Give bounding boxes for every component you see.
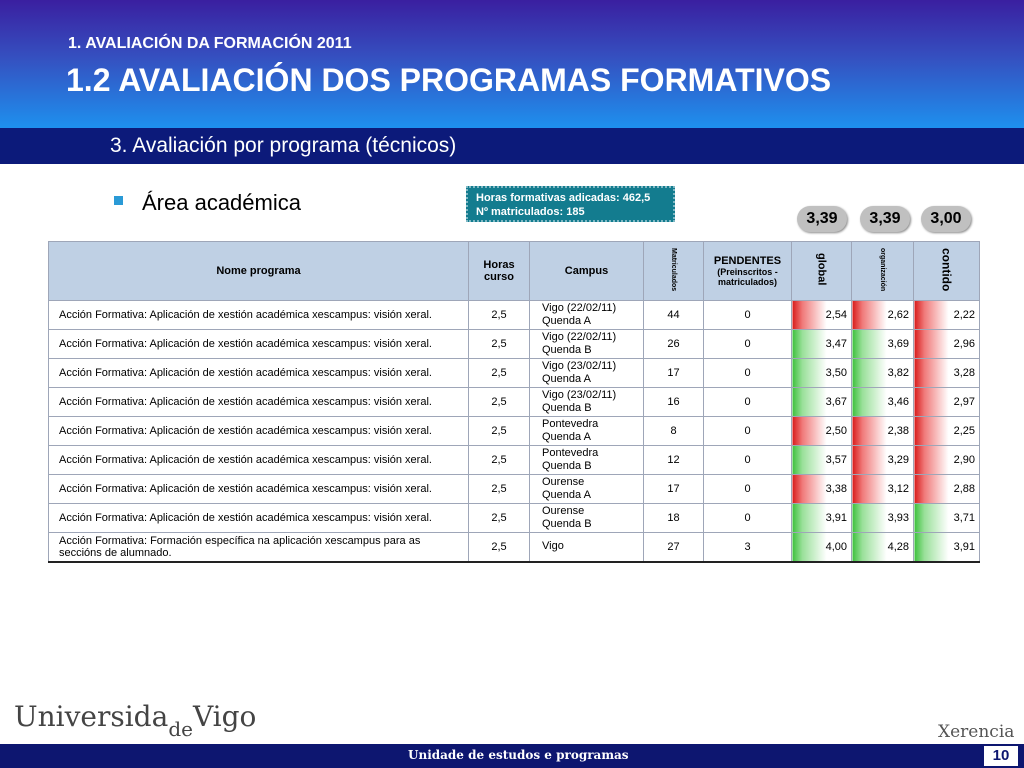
cell-organizacion: 2,38 [852, 417, 914, 446]
cell-global: 3,91 [792, 504, 852, 533]
campus-line-1: Ourense [542, 476, 585, 488]
campus-line-2: Quenda B [542, 402, 592, 414]
header-global [792, 242, 852, 301]
cell-horas: 2,5 [469, 388, 530, 417]
cell-contido: 3,91 [914, 533, 980, 562]
campus-line-2: Quenda A [542, 489, 591, 501]
campus-line-2: Quenda B [542, 460, 592, 472]
cell-organizacion: 3,69 [852, 330, 914, 359]
summary-contido: 3,00 [921, 206, 971, 232]
cell-horas: 2,5 [469, 533, 530, 562]
section-band [0, 128, 1024, 164]
cell-pendentes: 0 [704, 359, 792, 388]
section-title: 3. Avaliación por programa (técnicos) [110, 134, 457, 157]
cell-horas: 2,5 [469, 417, 530, 446]
header-organizacion [852, 242, 914, 301]
cell-nome: Acción Formativa: Aplicación de xestión académica xescampus: visión xeral. [49, 504, 469, 533]
cell-horas: 2,5 [469, 446, 530, 475]
campus-line-2: Quenda A [542, 431, 591, 443]
table-row [49, 475, 980, 504]
header-pendentes [704, 242, 792, 301]
campus-line-2: Quenda A [542, 373, 591, 385]
cell-organizacion: 3,29 [852, 446, 914, 475]
cell-pendentes: 0 [704, 388, 792, 417]
header-matriculados-label: Matriculados [670, 247, 677, 292]
cell-campus [530, 504, 644, 533]
header-nome: Nome programa [49, 242, 469, 301]
cell-campus [530, 446, 644, 475]
cell-global: 2,54 [792, 301, 852, 330]
cell-global: 3,50 [792, 359, 852, 388]
cell-global: 3,47 [792, 330, 852, 359]
cell-matriculados: 17 [644, 475, 704, 504]
cell-matriculados: 44 [644, 301, 704, 330]
cell-campus [530, 533, 644, 562]
campus-line-1: Pontevedra [542, 418, 599, 430]
campus-line-1: Vigo (22/02/11) [542, 302, 617, 314]
cell-organizacion: 2,62 [852, 301, 914, 330]
cell-organizacion: 3,46 [852, 388, 914, 417]
campus-line-1: Pontevedra [542, 447, 599, 459]
cell-nome: Acción Formativa: Aplicación de xestión académica xescampus: visión xeral. [49, 475, 469, 504]
cell-organizacion: 3,12 [852, 475, 914, 504]
footer-bar [0, 744, 1024, 768]
cell-matriculados: 8 [644, 417, 704, 446]
programs-table [48, 241, 980, 563]
cell-horas: 2,5 [469, 504, 530, 533]
cell-nome: Acción Formativa: Aplicación de xestión académica xescampus: visión xeral. [49, 446, 469, 475]
table-row [49, 388, 980, 417]
campus-line-1: Ourense [542, 505, 585, 517]
cell-pendentes: 0 [704, 446, 792, 475]
cell-campus [530, 359, 644, 388]
header-organizacion-label: organización [879, 247, 886, 292]
cell-organizacion: 3,93 [852, 504, 914, 533]
cell-nome: Acción Formativa: Formación específica na aplicación xescampus para as seccións de alumnado. [49, 533, 469, 562]
campus-line-2: Quenda B [542, 344, 592, 356]
table-row [49, 533, 980, 562]
campus-line-2: Quenda B [542, 518, 592, 530]
cell-nome: Acción Formativa: Aplicación de xestión académica xescampus: visión xeral. [49, 388, 469, 417]
table-row [49, 504, 980, 533]
campus-line-1: Vigo [542, 540, 564, 553]
cell-nome: Acción Formativa: Aplicación de xestión académica xescampus: visión xeral. [49, 330, 469, 359]
cell-nome: Acción Formativa: Aplicación de xestión académica xescampus: visión xeral. [49, 301, 469, 330]
table-row [49, 301, 980, 330]
cell-campus [530, 301, 644, 330]
cell-organizacion: 4,28 [852, 533, 914, 562]
info-hours: Horas formativas adicadas: 462,5 [476, 192, 651, 204]
cell-campus [530, 330, 644, 359]
cell-global: 3,57 [792, 446, 852, 475]
table-body [49, 301, 980, 562]
cell-campus [530, 417, 644, 446]
summary-organizacion: 3,39 [860, 206, 910, 232]
cell-campus [530, 388, 644, 417]
cell-contido: 2,90 [914, 446, 980, 475]
cell-contido: 2,96 [914, 330, 980, 359]
header-horas: Horas curso [469, 242, 530, 301]
cell-matriculados: 16 [644, 388, 704, 417]
header-matriculados [644, 242, 704, 301]
cell-pendentes: 0 [704, 301, 792, 330]
logo-part-de: de [168, 717, 193, 741]
table-row [49, 359, 980, 388]
cell-horas: 2,5 [469, 359, 530, 388]
uvigo-logo [14, 700, 257, 741]
cell-contido: 3,28 [914, 359, 980, 388]
logo-part-2: Vigo [192, 700, 257, 733]
header-banner [0, 0, 1024, 128]
cell-horas: 2,5 [469, 330, 530, 359]
info-box [466, 186, 675, 222]
cell-matriculados: 12 [644, 446, 704, 475]
cell-pendentes: 0 [704, 475, 792, 504]
campus-line-1: Vigo (23/02/11) [542, 360, 617, 372]
header-campus: Campus [530, 242, 644, 301]
cell-matriculados: 26 [644, 330, 704, 359]
cell-campus [530, 475, 644, 504]
cell-global: 3,67 [792, 388, 852, 417]
header-contido-label: contido [939, 247, 954, 292]
table-row [49, 417, 980, 446]
page-number: 10 [984, 746, 1018, 766]
cell-pendentes: 0 [704, 504, 792, 533]
cell-contido: 2,97 [914, 388, 980, 417]
cell-pendentes: 0 [704, 417, 792, 446]
campus-line-1: Vigo (22/02/11) [542, 331, 617, 343]
header-subtitle: 1. AVALIACIÓN DA FORMACIÓN 2011 [68, 35, 352, 52]
table-row [49, 330, 980, 359]
area-heading: Área académica [142, 190, 301, 215]
cell-horas: 2,5 [469, 301, 530, 330]
cell-global: 2,50 [792, 417, 852, 446]
campus-line-2: Quenda A [542, 315, 591, 327]
cell-pendentes: 3 [704, 533, 792, 562]
info-enrolled: Nº matriculados: 185 [476, 206, 585, 218]
table-header-row [49, 242, 980, 301]
header-pendentes-sub: (Preinscritos - matriculados) [717, 267, 778, 287]
header-pendentes-label: PENDENTES [713, 255, 782, 267]
footer-unit: Unidade de estudos e programas [408, 748, 629, 762]
cell-contido: 2,88 [914, 475, 980, 504]
cell-nome: Acción Formativa: Aplicación de xestión académica xescampus: visión xeral. [49, 417, 469, 446]
summary-global: 3,39 [797, 206, 847, 232]
table-row [49, 446, 980, 475]
cell-contido: 2,22 [914, 301, 980, 330]
cell-matriculados: 17 [644, 359, 704, 388]
campus-line-1: Vigo (23/02/11) [542, 389, 617, 401]
logo-part-1: Universida [14, 700, 169, 733]
cell-pendentes: 0 [704, 330, 792, 359]
page-title: 1.2 AVALIACIÓN DOS PROGRAMAS FORMATIVOS [66, 62, 832, 98]
header-contido [914, 242, 980, 301]
cell-horas: 2,5 [469, 475, 530, 504]
cell-global: 4,00 [792, 533, 852, 562]
cell-nome: Acción Formativa: Aplicación de xestión académica xescampus: visión xeral. [49, 359, 469, 388]
cell-global: 3,38 [792, 475, 852, 504]
cell-matriculados: 27 [644, 533, 704, 562]
cell-contido: 2,25 [914, 417, 980, 446]
header-global-label: global [815, 253, 828, 286]
bullet-square-icon [114, 196, 123, 205]
cell-contido: 3,71 [914, 504, 980, 533]
cell-organizacion: 3,82 [852, 359, 914, 388]
cell-matriculados: 18 [644, 504, 704, 533]
xerencia-logo: Xerencia [938, 722, 1015, 742]
